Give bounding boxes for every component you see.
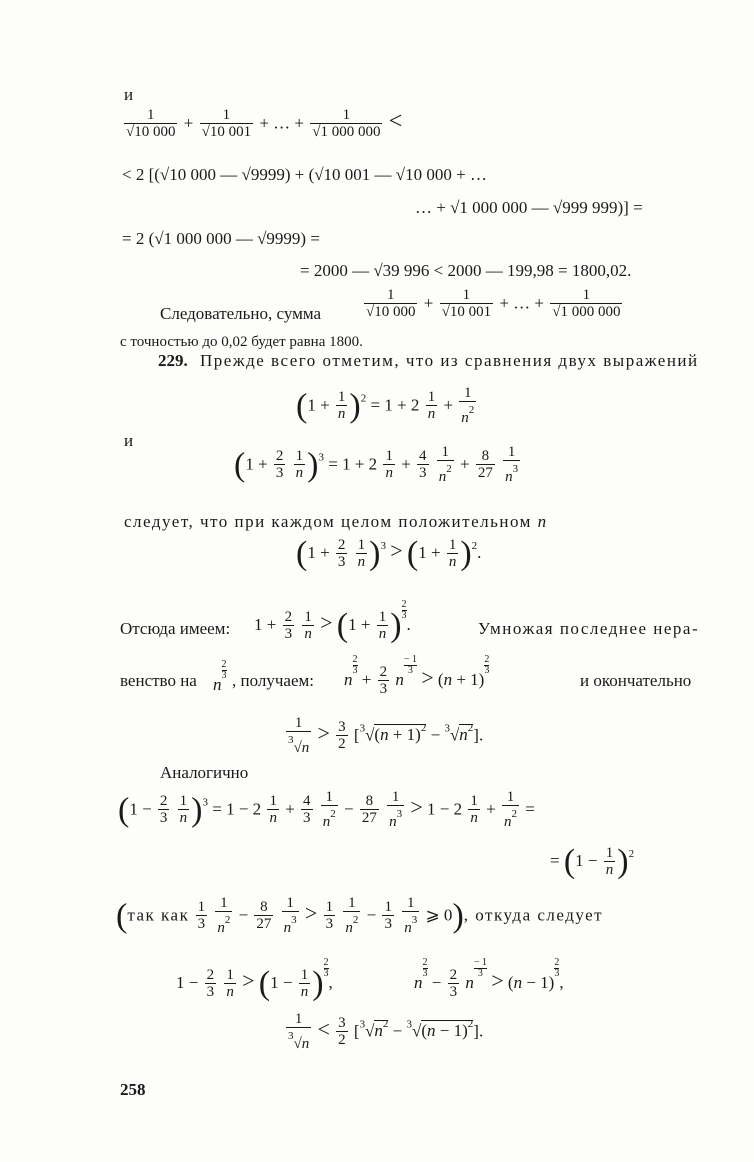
conjunction-and: и <box>124 85 134 104</box>
hence-text: Отсюда имеем: <box>120 619 231 638</box>
formula-since: (так как $\frac{1}{3}$ $\frac{1}{n^2}$ − $\frac{8}{27}$ $\frac{1}{n^3}$ > $\frac{1}{3}$ $\frac{1}{n^2}$ − $\frac{1}{3}$ $\frac{1}{n^3}$ ⩾ 0), откуда следует <box>116 895 604 936</box>
page-number: 258 <box>120 1080 146 1099</box>
formula-square-expansion: (1 + $\frac{1}{n}$ )$^2$ = 1 + 2 $\frac{1}{n}$ + $\frac{1}{n^2}$ <box>296 385 475 426</box>
finally-text: и окончательно <box>580 671 692 690</box>
formula-multiplied: n $\frac{2}{3}$ + $\frac{2}{3}$ n $\frac{- 1}{3}$ > (n + 1) $\frac{2}{3}$ <box>344 654 490 697</box>
formula-line-3: … + √1 000 000 — √999 999)] = <box>415 198 643 217</box>
formula-line-4: = 2 (√1 000 000 — √9999) = <box>122 229 320 248</box>
follows-text: следует, что при каждом целом положительном n <box>124 512 548 531</box>
formula-hence: 1 + $\frac{2}{3}$ $\frac{1}{n}$ > (1 + $\frac{1}{n}$ ) $\frac{2}{3}$ . <box>254 599 411 644</box>
formula-n-power: n $\frac{2}{3}$ <box>213 659 227 694</box>
formula-lower-bound: $\frac{1}{^3√n}$ < $\frac{3}{2}$ $[^3√n^2 - ^3√(n - 1)^2]$. <box>288 1011 484 1052</box>
formula-upper-bound: $\frac{1}{^3√n}$ > $\frac{3}{2}$ $[^3√(n + 1)^2 - ^3√n^2]$. <box>288 715 484 756</box>
formula-sum-repeat: $\frac{1}{√10 000}$ + $\frac{1}{√10 001}$ + … + $\frac{1}{√1 000 000}$ <box>366 287 621 320</box>
formula-minus-square: = (1 − $\frac{1}{n}$ )$^2$ <box>550 843 635 880</box>
formula-cube-expansion: (1 + $\frac{2}{3}$ $\frac{1}{n}$ )$^3$ = 1 + 2 $\frac{1}{n}$ + $\frac{4}{3}$ $\frac{1}{n^2}$ + $\frac{8}{27}$ $\frac{1}{n^3}$ <box>234 444 519 485</box>
formula-minus-cube: (1 − $\frac{2}{3}$ $\frac{1}{n}$ )$^3$ = 1 − 2 $\frac{1}{n}$ + $\frac{4}{3}$ $\frac{1}{n^2}$ − $\frac{8}{27}$ $\frac{1}{n^3}$ > 1 − 2 $\frac{1}{n}$ + $\frac{1}{n^2}$ = <box>118 789 535 830</box>
formula-lower-2: n $\frac{2}{3}$ − $\frac{2}{3}$ n $\frac{- 1}{3}$ > (n − 1) $\frac{2}{3}$ , <box>414 957 564 1000</box>
multiplying-text: Умножая последнее нера- <box>478 619 700 638</box>
getting-text: , получаем: <box>232 671 314 690</box>
formula-inequality-1: (1 + $\frac{2}{3}$ $\frac{1}{n}$ )$^3$ > (1 + $\frac{1}{n}$ )$^2$. <box>296 535 482 572</box>
precision-text: с точностью до 0,02 будет равна 1800. <box>120 334 363 350</box>
conjunction-and-2: и <box>124 431 134 450</box>
formula-line-5: = 2000 — √39 996 < 2000 — 199,98 = 1800,02. <box>300 261 632 280</box>
problem-number: 229. <box>158 351 188 370</box>
problem-text: Прежде всего отметим, что из сравнения двух выражений <box>200 351 699 370</box>
formula-lower-1: 1 − $\frac{2}{3}$ $\frac{1}{n}$ > (1 − $\frac{1}{n}$ ) $\frac{2}{3}$ , <box>176 957 333 1002</box>
consequently-text: Следовательно, сумма <box>160 304 322 323</box>
similarly-text: Аналогично <box>160 763 249 782</box>
formula-line-2: < 2 [(√10 000 — √9999) + (√10 001 — √10 000 + … <box>122 165 487 184</box>
inequality-word: венство на <box>120 671 197 690</box>
formula-sum-line-1: $\frac{1}{√10 000}$ + $\frac{1}{√10 001}$ + … + $\frac{1}{√1 000 000}$ < <box>126 107 403 140</box>
